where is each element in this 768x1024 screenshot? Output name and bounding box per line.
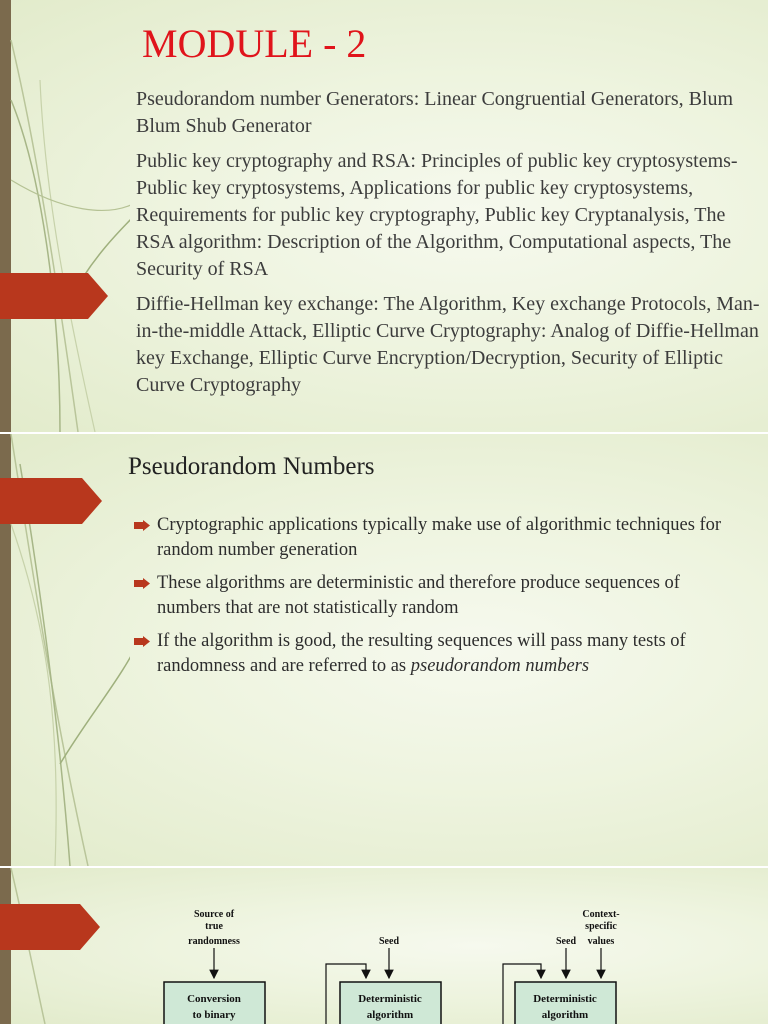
arrow-bullet-icon [134,578,150,589]
module-title: MODULE - 2 [142,21,367,66]
slide-pseudorandom-numbers [0,434,768,866]
diagram-box-text-line2: to binary [192,1009,236,1021]
red-arrow-tab [0,478,108,524]
slide-rng-diagram [0,868,768,1024]
diagram-box-text-line2: algorithm [541,1009,589,1021]
topic-paragraph-prng: Pseudorandom number Generators: Linear Congruential Generators, Blum Blum Shub Generator [136,88,734,137]
bullet-item [134,513,734,563]
diagram-column-prng [326,936,441,1024]
arrow-bullet-icon [134,636,150,647]
slide-title: Pseudorandom Numbers [128,453,375,480]
bullet-text: These algorithms are deterministic and therefore produce sequences of numbers that are not statistically random [157,573,680,618]
diagram-box-text-line1: Conversion [187,993,241,1005]
topic-paragraph-rsa: Public key cryptography and RSA: Principles of public key cryptosystems-Public key cryptosystems, Applications for public key cryptosystems, Requirements for public key cryptography, Public key Cryptanalysis, The RSA algorithm: Description of the Algorithm, Computational aspects, The Security of RSA [136,150,738,280]
bullet-italic-term: pseudorandom numbers [410,656,590,676]
bullet-item [134,629,734,679]
rng-diagram [0,868,768,1024]
red-arrow-tab [0,273,108,319]
diagram-label-source-line3: randomness [188,936,240,947]
bullet-item [134,571,734,621]
bullet-list [134,513,734,687]
diagram-label-context-line3: values [587,936,615,947]
bullet-text: If the algorithm is good, the resulting sequences will pass many tests of randomness and are referred to as [157,631,686,676]
diagram-box-text-line2: algorithm [366,1009,414,1021]
arrow-bullet-icon [134,520,150,531]
diagram-label-source-line2: true [205,921,223,932]
diagram-column-true-random [164,909,265,1024]
diagram-column-prf [503,909,620,1024]
bullet-text: Cryptographic applications typically make use of algorithmic techniques for random number generation [157,515,722,560]
diagram-box-text-line1: Deterministic [533,993,597,1005]
diagram-label-seed: Seed [556,936,576,947]
decorative-swirl [0,0,130,432]
diagram-label-context-line1: Context- [582,909,620,920]
diagram-label-context-line2: specific [585,921,617,932]
slide-module-2 [0,0,768,432]
diagram-label-source-line1: Source of [193,909,235,920]
topic-paragraph-diffie-hellman: Diffie-Hellman key exchange: The Algorithm, Key exchange Protocols, Man-in-the-middle Attack, Elliptic Curve Cryptography: Analog of Diffie-Hellman key Exchange, Elliptic Curve Encryption/Decryption, Security of Elliptic Curve Cryptography [136,293,760,396]
diagram-label-seed: Seed [379,936,399,947]
diagram-box-text-line1: Deterministic [358,993,422,1005]
